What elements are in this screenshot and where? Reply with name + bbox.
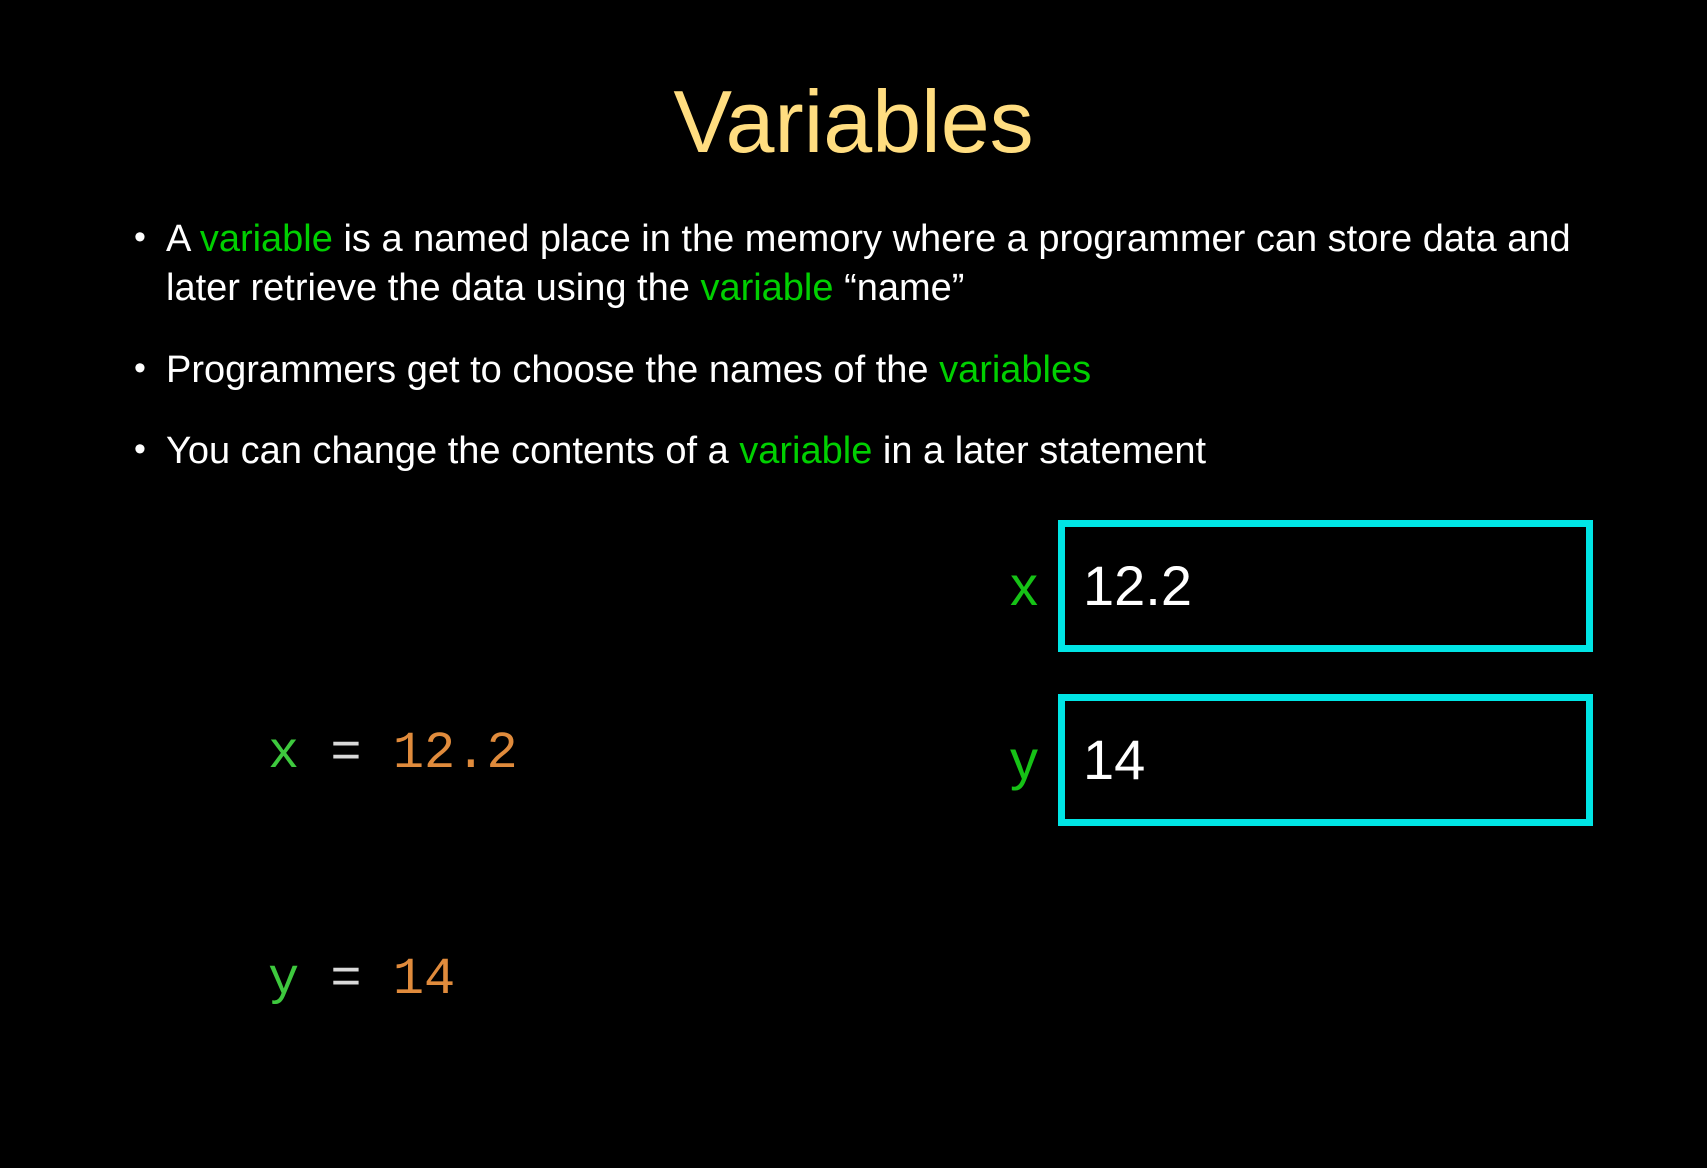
bullet-text-segment: in a later statement bbox=[872, 430, 1207, 473]
memory-box-y bbox=[1058, 694, 1593, 826]
keyword-variable: variable bbox=[739, 430, 873, 473]
bullet-text-segment: A bbox=[166, 218, 200, 260]
bullet-text-segment: “name” bbox=[833, 267, 965, 310]
code-line bbox=[268, 942, 518, 1017]
memory-value-y: 14 bbox=[1083, 728, 1146, 791]
keyword-variable: variable bbox=[199, 218, 333, 260]
keyword-variables: variables bbox=[939, 348, 1092, 391]
keyword-variable: variable bbox=[700, 267, 834, 310]
code-line bbox=[268, 716, 518, 791]
code-block bbox=[268, 565, 518, 1168]
bullet-list bbox=[128, 215, 1588, 509]
bullet-text-segment: Programmers get to choose the names of the bbox=[166, 348, 940, 391]
bullet-text-segment: is a named place in the memory where a programmer can store data and later retrieve the data using the bbox=[166, 218, 1571, 310]
page-title: Variables bbox=[673, 72, 1034, 171]
memory-label-y: y bbox=[1010, 728, 1038, 791]
bullet-reassign bbox=[128, 427, 1588, 476]
code-variable-x: x bbox=[268, 723, 300, 783]
memory-diagram bbox=[990, 520, 1593, 868]
memory-value-x: 12.2 bbox=[1083, 554, 1192, 617]
code-literal: 14 bbox=[392, 949, 456, 1009]
code-operator: = bbox=[299, 723, 393, 783]
bullet-naming bbox=[128, 346, 1588, 395]
code-operator: = bbox=[299, 949, 393, 1009]
memory-box-x bbox=[1058, 520, 1593, 652]
memory-cell-x bbox=[990, 520, 1593, 652]
code-variable-y: y bbox=[268, 949, 300, 1009]
bullet-text-segment: You can change the contents of a bbox=[166, 430, 740, 473]
code-literal: 12.2 bbox=[392, 723, 518, 783]
memory-cell-y bbox=[990, 694, 1593, 826]
memory-label-x: x bbox=[1010, 554, 1038, 617]
bullet-definition bbox=[128, 215, 1588, 314]
